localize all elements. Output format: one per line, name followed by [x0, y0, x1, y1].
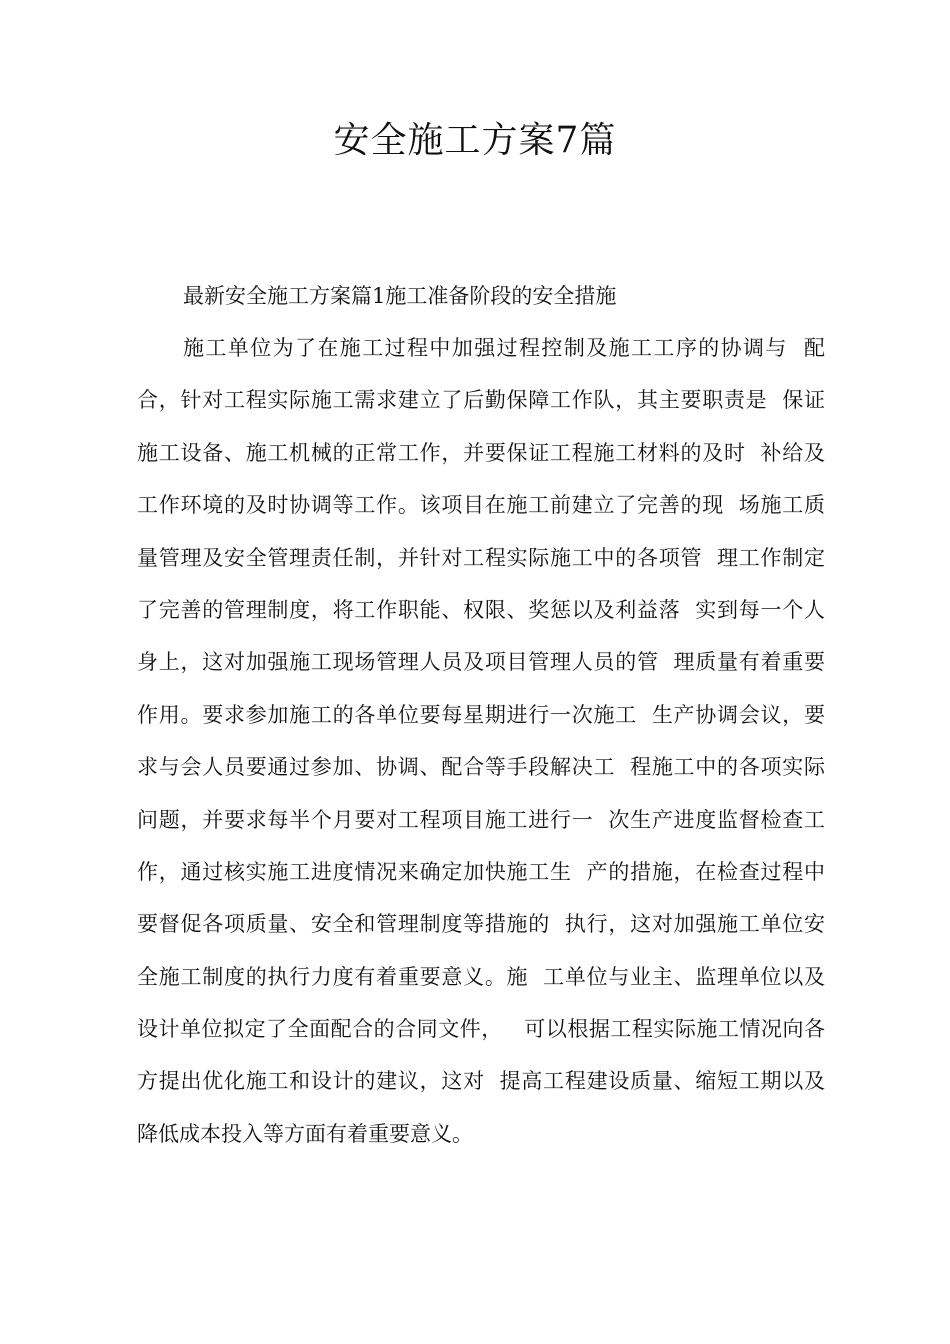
paragraph-line: 作，通过核实施工进度情况来确定加快施工生 产的措施，在检查过程中	[137, 859, 825, 884]
paragraph-line: 全施工制度的执行力度有着重要意义。施 工单位与业主、监理单位以及	[137, 964, 825, 989]
document-title: 安全施工方案7篇	[333, 120, 617, 161]
paragraph-line: 身上，这对加强施工现场管理人员及项目管理人员的管 理质量有着重要	[137, 650, 825, 675]
section-heading: 最新安全施工方案篇1施工准备阶段的安全措施	[183, 284, 617, 308]
paragraph-line: 施工单位为了在施工过程中加强过程控制及施工工序的协调与 配	[183, 336, 825, 360]
paragraph-line: 作用。要求参加施工的各单位要每星期进行一次施工 生产协调会议，要	[137, 702, 825, 727]
paragraph-line: 方提出优化施工和设计的建议，这对 提高工程建设质量、缩短工期以及	[137, 1069, 825, 1094]
paragraph-line: 合，针对工程实际施工需求建立了后勤保障工作队，其主要职责是 保证	[137, 388, 825, 413]
paragraph-line: 施工设备、施工机械的正常工作，并要保证工程施工材料的及时 补给及	[137, 440, 825, 465]
paragraph-line: 工作环境的及时协调等工作。该项目在施工前建立了完善的现 场施工质	[137, 493, 825, 518]
paragraph-line: 降低成本投入等方面有着重要意义。	[137, 1121, 473, 1146]
paragraph-line: 了完善的管理制度，将工作职能、权限、奖惩以及利益落 实到每一个人	[137, 597, 825, 622]
paragraph-line: 求与会人员要通过参加、协调、配合等手段解决工 程施工中的各项实际	[137, 755, 825, 780]
paragraph	[137, 333, 825, 1171]
paragraph-line: 量管理及安全管理责任制，并针对工程实际施工中的各项管 理工作制定	[137, 545, 825, 570]
paragraph-line: 要督促各项质量、安全和管理制度等措施的 执行，这对加强施工单位安	[137, 912, 825, 937]
paragraph-line: 设计单位拟定了全面配合的合同文件， 可以根据工程实际施工情况向各	[137, 1017, 825, 1042]
paragraph-line: 问题，并要求每半个月要对工程项目施工进行一 次生产进度监督检查工	[137, 807, 825, 832]
